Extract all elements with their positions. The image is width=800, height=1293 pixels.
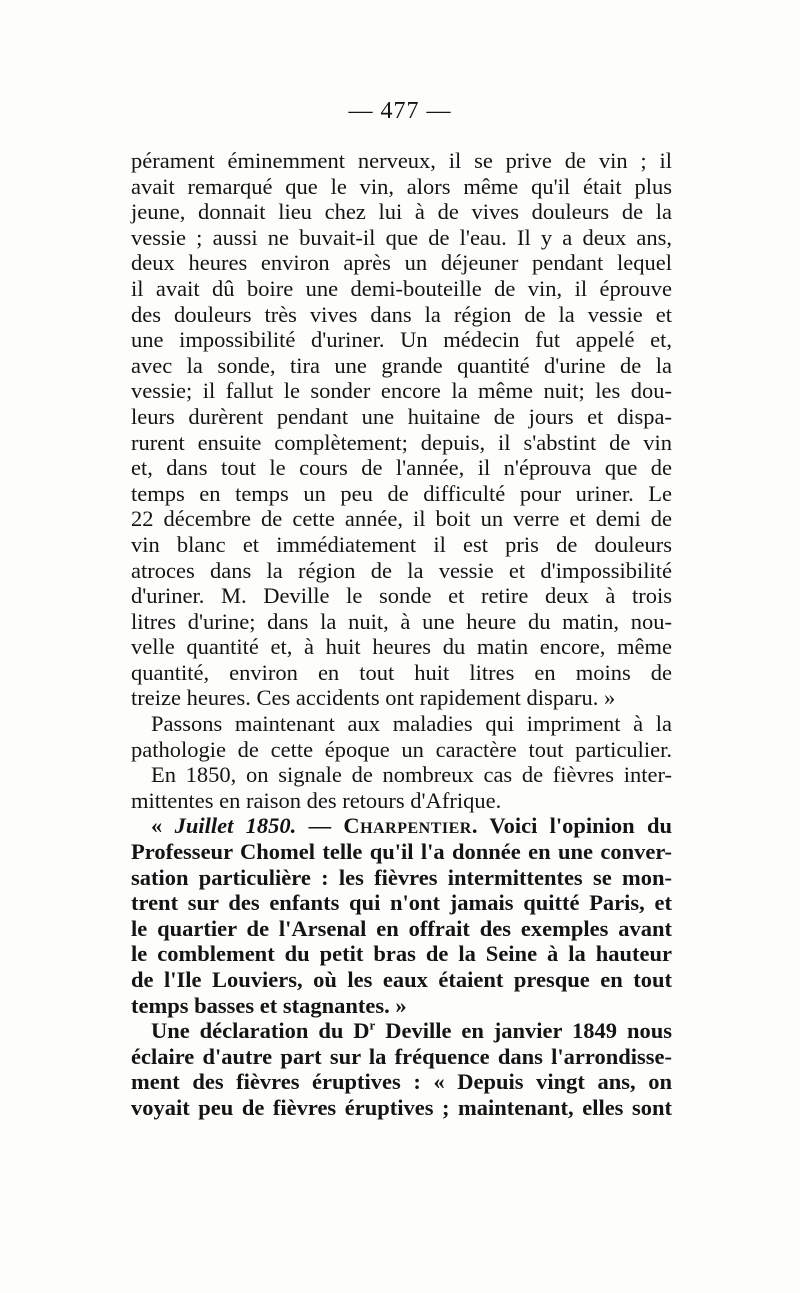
text-line: de l'Ile Louviers, où les eaux étaient presque en tout [131,967,672,992]
text-line: une impossibilité d'uriner. Un médecin fut appelé et, [131,327,672,353]
text-line: éclaire d'autre part sur la fréquence dans l'arrondisse- [131,1043,672,1069]
text-line: temps en temps un peu de difficulté pour uriner. Le [131,480,672,506]
citation-author: Charpentier [343,813,472,839]
text-line: avec la sonde, tira une grande quantité d'urine de la [131,352,672,378]
text-line: ment des fièvres éruptives : « Depuis vingt ans, on [131,1069,672,1095]
text-line: temps basses et stagnantes. » [131,992,407,1018]
text-line: litres d'urine; dans la nuit, à une heure du matin, nou- [131,608,672,634]
text-line: pathologie de cette époque un caractère tout particulier. [131,736,672,762]
text-line: rurent ensuite complètement; depuis, il s'abstint de vin [131,429,672,455]
text-line-citation [131,813,672,839]
citation-date: Juillet 1850. [174,813,297,839]
line-start: Une déclaration du D [151,1018,370,1044]
text-line-doctor [131,1018,672,1044]
text-line: mittentes en raison des retours d'Afrique. [131,787,502,813]
text-line: le comblement du petit bras de la Seine à la hauteur [131,941,672,967]
text-line: et, dans tout le cours de l'année, il n'éprouva que de [131,455,672,481]
text-line: jeune, donnait lieu chez lui à de vives douleurs de la [131,199,672,225]
text-line: quantité, environ en tout huit litres en moins de [131,659,672,685]
superscript: r [369,1017,376,1033]
text-line: vessie; il fallut le sonder encore la même nuit; les dou- [131,378,672,404]
text-line: avait remarqué que le vin, alors même qu'il était plus [131,173,672,199]
text-line: velle quantité et, à huit heures du matin encore, même [131,634,672,660]
page-number: — 477 — [348,98,452,124]
text-line: Passons maintenant aux maladies qui impriment à la [151,711,672,737]
text-line: vin blanc et immédiatement il est pris de douleurs [131,531,672,557]
text-line: vessie ; aussi ne buvait-il que de l'eau. Il y a deux ans, [131,224,672,250]
open-quote: « [151,813,175,839]
text-line: deux heures environ après un déjeuner pendant lequel [131,250,672,276]
citation-dash: — [296,813,344,839]
text-line: voyait peu de fièvres éruptives ; maintenant, elles sont [131,1094,672,1120]
text-line: sation particulière : les fièvres intermittentes se mon- [131,864,672,890]
text-line: des douleurs très vives dans la région de la vessie et [131,301,672,327]
text-line: Professeur Chomel telle qu'il l'a donnée en une conver- [131,839,672,865]
text-line: 22 décembre de cette année, il boit un verre et demi de [131,506,672,532]
text-line: il avait dû boire une demi-bouteille de vin, il éprouve [131,275,672,301]
line-rest: Deville en janvier 1849 nous [375,1018,672,1044]
body-text [131,148,672,1121]
text-line: le quartier de l'Arsenal en offrait des exemples avant [131,915,672,941]
text-line: En 1850, on signale de nombreux cas de fièvres inter- [151,762,672,788]
text-line: trent sur des enfants qui n'ont jamais quitté Paris, et [131,890,672,916]
citation-rest: . Voici l'opinion du [471,813,673,839]
text-line: atroces dans la région de la vessie et d'impossibilité [131,557,672,583]
text-line: pérament éminemment nerveux, il se prive de vin ; il [131,148,672,173]
text-line: leurs durèrent pendant une huitaine de jours et dispa- [131,403,672,429]
text-line: d'uriner. M. Deville le sonde et retire deux à trois [131,583,672,609]
text-line: treize heures. Ces accidents ont rapidement disparu. » [131,685,616,711]
